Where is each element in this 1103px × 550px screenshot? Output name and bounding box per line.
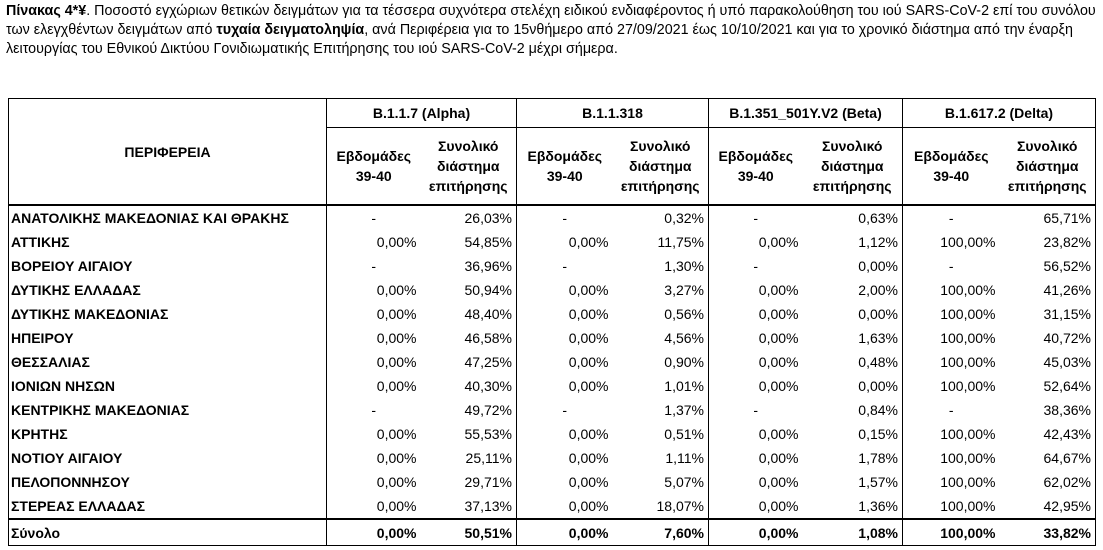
- total-period-value: 50,51%: [421, 519, 517, 546]
- weeks-value: 0,00%: [568, 306, 609, 322]
- total-period-value: 0,56%: [613, 302, 709, 326]
- region-name: ΚΕΝΤΡΙΚΗΣ ΜΑΚΕΔΟΝΙΑΣ: [9, 398, 327, 422]
- total-period-value: 1,11%: [613, 446, 709, 470]
- weeks-value: 0,00%: [517, 519, 613, 546]
- weeks-value: -: [753, 210, 759, 226]
- weeks-value: -: [753, 402, 759, 418]
- caption-bold-text: τυχαία δειγματοληψία: [216, 22, 365, 38]
- weeks-value: 100,00%: [940, 378, 996, 394]
- total-period-value: 0,32%: [613, 205, 709, 230]
- weeks-value: 0,00%: [709, 519, 803, 546]
- weeks-value: 0,00%: [758, 330, 799, 346]
- table-row: [9, 278, 1096, 302]
- weeks-value: -: [371, 210, 377, 226]
- weeks-value: 0,00%: [568, 450, 609, 466]
- weeks-value: 100,00%: [940, 450, 996, 466]
- total-period-value: 47,25%: [421, 350, 517, 374]
- total-period-value: 46,58%: [421, 326, 517, 350]
- region-name: ΚΡΗΤΗΣ: [9, 422, 327, 446]
- sub-header-total: Συνολικό διάστημα επιτήρησης: [613, 128, 709, 206]
- total-period-value: 29,71%: [421, 470, 517, 494]
- total-period-value: 0,15%: [803, 422, 903, 446]
- sub-header-weeks: Εβδομάδες 39-40: [709, 128, 803, 206]
- weeks-value: 0,00%: [376, 282, 417, 298]
- weeks-value: 0,00%: [758, 282, 799, 298]
- region-name: ΙΟΝΙΩΝ ΝΗΣΩΝ: [9, 374, 327, 398]
- total-period-value: 1,36%: [803, 494, 903, 519]
- weeks-value: 0,00%: [568, 234, 609, 250]
- region-name: ΣΤΕΡΕΑΣ ΕΛΛΑΔΑΣ: [9, 494, 327, 519]
- total-period-value: 40,72%: [1000, 326, 1096, 350]
- total-period-value: 0,84%: [803, 398, 903, 422]
- table-row: [9, 350, 1096, 374]
- weeks-value: -: [948, 402, 954, 418]
- total-period-value: 7,60%: [613, 519, 709, 546]
- sub-header-total: Συνολικό διάστημα επιτήρησης: [1000, 128, 1096, 206]
- sub-header-weeks: Εβδομάδες 39-40: [517, 128, 613, 206]
- weeks-value: 100,00%: [940, 498, 996, 514]
- total-period-value: 1,63%: [803, 326, 903, 350]
- variant-table: [8, 98, 1096, 546]
- total-period-value: 42,95%: [1000, 494, 1096, 519]
- total-period-value: 1,08%: [803, 519, 903, 546]
- region-name: ΠΕΛΟΠΟΝΝΗΣΟΥ: [9, 470, 327, 494]
- table-row: [9, 230, 1096, 254]
- weeks-value: 0,00%: [568, 282, 609, 298]
- total-period-value: 18,07%: [613, 494, 709, 519]
- total-period-value: 37,13%: [421, 494, 517, 519]
- table-row: [9, 205, 1096, 230]
- sub-header-total: Συνολικό διάστημα επιτήρησης: [803, 128, 903, 206]
- sub-header-total: Συνολικό διάστημα επιτήρησης: [421, 128, 517, 206]
- total-period-value: 54,85%: [421, 230, 517, 254]
- sub-header-weeks: Εβδομάδες 39-40: [327, 128, 421, 206]
- table-body: [9, 205, 1096, 546]
- weeks-value: 0,00%: [376, 354, 417, 370]
- region-name: ΘΕΣΣΑΛΙΑΣ: [9, 350, 327, 374]
- total-period-value: 0,51%: [613, 422, 709, 446]
- weeks-value: 0,00%: [376, 498, 417, 514]
- total-period-value: 11,75%: [613, 230, 709, 254]
- region-name: ΝΟΤΙΟΥ ΑΙΓΑΙΟΥ: [9, 446, 327, 470]
- weeks-value: 0,00%: [758, 498, 799, 514]
- table-row: [9, 302, 1096, 326]
- total-period-value: 45,03%: [1000, 350, 1096, 374]
- weeks-value: 0,00%: [568, 498, 609, 514]
- weeks-value: 0,00%: [758, 474, 799, 490]
- total-period-value: 50,94%: [421, 278, 517, 302]
- weeks-value: 100,00%: [940, 330, 996, 346]
- total-period-value: 41,26%: [1000, 278, 1096, 302]
- total-period-value: 42,43%: [1000, 422, 1096, 446]
- total-period-value: 23,82%: [1000, 230, 1096, 254]
- total-period-value: 62,02%: [1000, 470, 1096, 494]
- weeks-value: 0,00%: [758, 306, 799, 322]
- total-period-value: 2,00%: [803, 278, 903, 302]
- total-period-value: 1,12%: [803, 230, 903, 254]
- region-name: ΗΠΕΙΡΟΥ: [9, 326, 327, 350]
- total-period-value: 26,03%: [421, 205, 517, 230]
- region-name: ΔΥΤΙΚΗΣ ΜΑΚΕΔΟΝΙΑΣ: [9, 302, 327, 326]
- total-period-value: 64,67%: [1000, 446, 1096, 470]
- total-period-value: 33,82%: [1000, 519, 1096, 546]
- weeks-value: 0,00%: [568, 474, 609, 490]
- variant-header-b11318: B.1.1.318: [517, 99, 709, 128]
- table-row: [9, 374, 1096, 398]
- total-period-value: 55,53%: [421, 422, 517, 446]
- total-label: Σύνολο: [9, 519, 327, 546]
- weeks-value: 0,00%: [758, 234, 799, 250]
- weeks-value: -: [948, 258, 954, 274]
- total-period-value: 38,36%: [1000, 398, 1096, 422]
- total-period-value: 40,30%: [421, 374, 517, 398]
- region-name: ΔΥΤΙΚΗΣ ΕΛΛΑΔΑΣ: [9, 278, 327, 302]
- total-period-value: 65,71%: [1000, 205, 1096, 230]
- table-caption: [6, 2, 1098, 59]
- weeks-value: 0,00%: [568, 426, 609, 442]
- total-period-value: 36,96%: [421, 254, 517, 278]
- variant-header-beta: B.1.351_501Y.V2 (Beta): [709, 99, 903, 128]
- weeks-value: 0,00%: [376, 330, 417, 346]
- caption-text-2: , ανά Περιφέρεια για το 15νθήμερο από 27/09/2021 έως 10/10/2021 και για το χρονικό διάστημα από την έναρξη λειτουργίας του Εθνικού Δικτύου Γονιδιωματικής Επιτήρησης του ιού SARS-CoV-2 μέχρι σήμερα.: [6, 22, 1073, 57]
- total-row: [9, 519, 1096, 546]
- weeks-value: 0,00%: [568, 378, 609, 394]
- variant-header-delta: B.1.617.2 (Delta): [903, 99, 1096, 128]
- total-period-value: 49,72%: [421, 398, 517, 422]
- weeks-value: 0,00%: [376, 426, 417, 442]
- total-period-value: 31,15%: [1000, 302, 1096, 326]
- weeks-value: 0,00%: [758, 354, 799, 370]
- variant-header-alpha: B.1.1.7 (Alpha): [327, 99, 517, 128]
- region-header: ΠΕΡΙΦΕΡΕΙΑ: [9, 99, 327, 206]
- weeks-value: 100,00%: [940, 234, 996, 250]
- weeks-value: -: [562, 258, 568, 274]
- weeks-value: 100,00%: [940, 282, 996, 298]
- weeks-value: 0,00%: [376, 306, 417, 322]
- total-period-value: 52,64%: [1000, 374, 1096, 398]
- variant-header-row: [9, 99, 1096, 128]
- table-row: [9, 398, 1096, 422]
- region-name: ΑΤΤΙΚΗΣ: [9, 230, 327, 254]
- total-period-value: 1,01%: [613, 374, 709, 398]
- total-period-value: 0,00%: [803, 374, 903, 398]
- total-period-value: 1,57%: [803, 470, 903, 494]
- table-row: [9, 254, 1096, 278]
- total-period-value: 3,27%: [613, 278, 709, 302]
- table-row: [9, 470, 1096, 494]
- total-period-value: 56,52%: [1000, 254, 1096, 278]
- table-row: [9, 446, 1096, 470]
- weeks-value: 0,00%: [376, 234, 417, 250]
- weeks-value: -: [753, 258, 759, 274]
- weeks-value: -: [948, 210, 954, 226]
- weeks-value: 100,00%: [940, 354, 996, 370]
- weeks-value: 0,00%: [376, 378, 417, 394]
- weeks-value: 0,00%: [758, 426, 799, 442]
- weeks-value: -: [562, 402, 568, 418]
- weeks-value: 0,00%: [758, 378, 799, 394]
- table-row: [9, 422, 1096, 446]
- total-period-value: 0,48%: [803, 350, 903, 374]
- total-period-value: 0,90%: [613, 350, 709, 374]
- region-name: ΑΝΑΤΟΛΙΚΗΣ ΜΑΚΕΔΟΝΙΑΣ ΚΑΙ ΘΡΑΚΗΣ: [9, 205, 327, 230]
- weeks-value: 0,00%: [376, 474, 417, 490]
- weeks-value: -: [371, 402, 377, 418]
- caption-text-1: . Ποσοστό εγχώριων θετικών δειγμάτων για τα τέσσερα συχνότερα στελέχη ειδικού ενδιαφέροντος ή υπό παρακολούθηση του ιού SARS-CoV-2 επί του συνόλου των ελεγχθέντων δειγμάτων από: [6, 3, 1096, 38]
- weeks-value: -: [371, 258, 377, 274]
- weeks-value: 100,00%: [940, 426, 996, 442]
- total-period-value: 0,63%: [803, 205, 903, 230]
- total-period-value: 0,00%: [803, 302, 903, 326]
- weeks-value: 0,00%: [376, 450, 417, 466]
- total-period-value: 1,30%: [613, 254, 709, 278]
- weeks-value: 100,00%: [903, 519, 1000, 546]
- total-period-value: 4,56%: [613, 326, 709, 350]
- weeks-value: 0,00%: [568, 330, 609, 346]
- weeks-value: -: [562, 210, 568, 226]
- region-name: ΒΟΡΕΙΟΥ ΑΙΓΑΙΟΥ: [9, 254, 327, 278]
- total-period-value: 1,78%: [803, 446, 903, 470]
- weeks-value: 100,00%: [940, 306, 996, 322]
- weeks-value: 0,00%: [327, 519, 421, 546]
- weeks-value: 0,00%: [568, 354, 609, 370]
- weeks-value: 100,00%: [940, 474, 996, 490]
- footnote: [6, 543, 906, 550]
- table-row: [9, 326, 1096, 350]
- weeks-value: 0,00%: [758, 450, 799, 466]
- total-period-value: 5,07%: [613, 470, 709, 494]
- total-period-value: 1,37%: [613, 398, 709, 422]
- total-period-value: 25,11%: [421, 446, 517, 470]
- caption-label: Πίνακας 4*¥: [6, 3, 87, 19]
- total-period-value: 48,40%: [421, 302, 517, 326]
- sub-header-weeks: Εβδομάδες 39-40: [903, 128, 1000, 206]
- total-period-value: 0,00%: [803, 254, 903, 278]
- table-row: [9, 494, 1096, 519]
